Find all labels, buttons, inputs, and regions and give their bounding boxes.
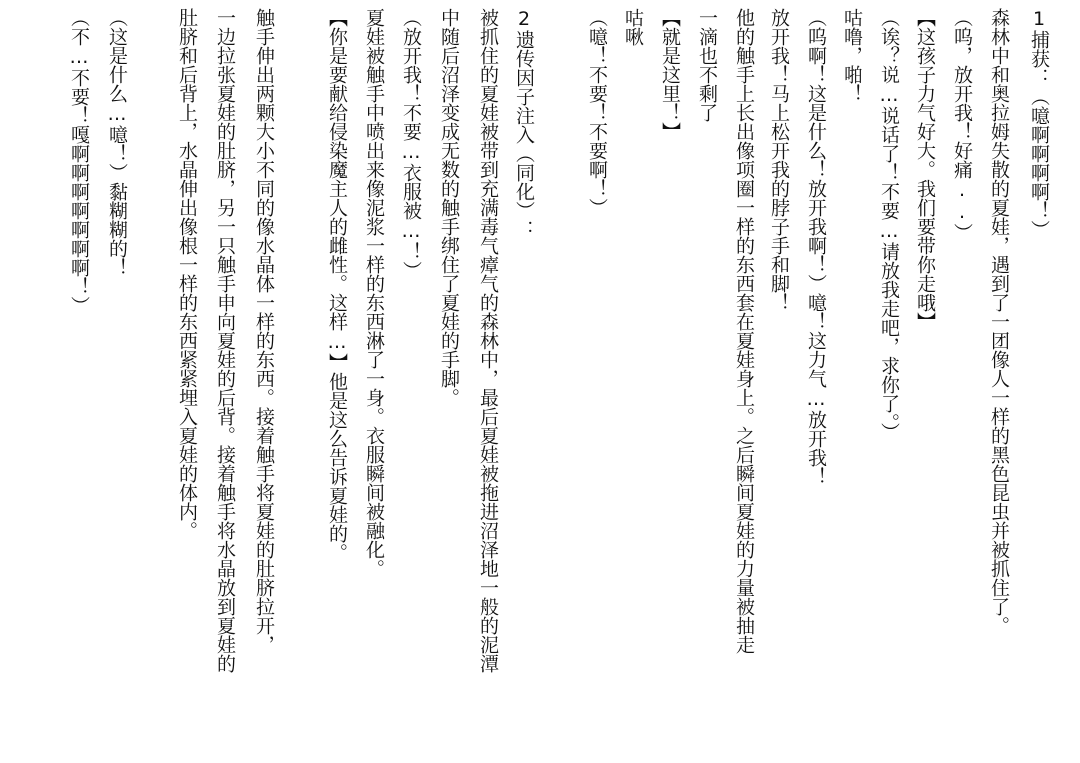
text-line: （呜啊！这是什么！放开我啊！）噫！这力气…放开我！ [805,8,827,486]
text-line: 他的触手上长出像项圈一样的东西套在夏娃身上。之后瞬间夏娃的力量被抽走 [733,8,755,654]
text-line: 【你是要献给侵染魔主人的雌性。这样…】他是这么告诉夏娃的。 [326,8,348,562]
text-line: 一滴也不剩了 [696,8,718,122]
text-line: （这是什么…噫！）黏糊糊的！ [106,8,128,277]
text-line: 【就是这里！】 [659,8,681,141]
text-line: 放开我！马上松开我的脖子手和脚！ [768,8,790,312]
text-line: 被抓住的夏娃被带到充满毒气瘴气的森林中，最后夏娃被拖进沼泽地一般的泥潭 [477,8,499,673]
text-line: 森林中和奥拉姆失散的夏娃，遇到了一团像人一样的黑色昆虫并被抓住了。 [988,8,1010,635]
text-line: 触手伸出两颗大小不同的像水晶体一样的东西。接着触手将夏娃的肚脐拉开， [253,8,275,654]
section1-heading: 1捕获：（噫啊啊啊啊！） [1028,8,1050,239]
text-line: （诶？说…说话了！不要…请放我走吧，求你了。） [878,8,900,442]
text-line: （不…不要！嘎啊啊啊啊啊啊啊！） [68,8,90,315]
text-line: （噫！不要！不要啊！） [586,8,608,217]
text-line: 夏娃被触手中喷出来像泥浆一样的东西淋了一身。衣服瞬间被融化。 [363,8,385,578]
section2-heading: 2遗传因子注入（同化）： [513,8,535,239]
text-line: 咕啾 [622,8,644,46]
text-line: （放开我！不要…衣服被…！） [400,8,422,280]
text-line: 肚脐和后背上，水晶伸出像根一样的东西紧紧埋入夏娃的体内。 [176,8,198,540]
text-line: 一边拉张夏娃的肚脐，另一只触手申向夏娃的后背。接着触手将水晶放到夏娃的 [214,8,236,673]
text-line: 【这孩子力气好大。我们要带你走哦】 [914,8,936,331]
text-line: 中随后沼泽变成无数的触手绑住了夏娃的手脚。 [438,8,460,407]
text-line: （呜，放开我！好痛..） [951,8,973,242]
text-line: 咕噜，啪！ [841,8,863,103]
